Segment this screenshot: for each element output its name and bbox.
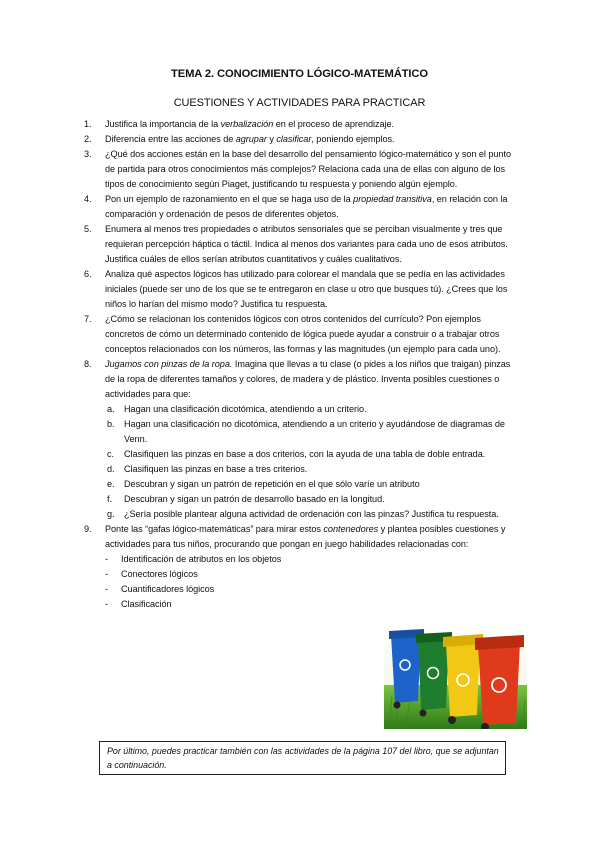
question-1 (82, 117, 519, 132)
subitem-a (82, 402, 519, 417)
question-text: , poniendo ejemplos. (311, 134, 395, 144)
page-subtitle: CUESTIONES Y ACTIVIDADES PARA PRACTICAR (173, 97, 426, 109)
question-text: en el proceso de aprendizaje. (273, 119, 394, 129)
closing-note-text: Por último, puedes practicar también con las actividades de la página 107 del libro, que se adjuntan a continuación. (107, 746, 499, 770)
question-text: y plantea posibles cuestiones y actividades para tus niños, procurando que pongan en juego habilidades relacionadas con: (105, 524, 506, 549)
question-text: Justifica la importancia de la (105, 119, 221, 129)
question-text: y (266, 134, 277, 144)
subitem-text: Clasifiquen las pinzas en base a tres criterios. (124, 464, 308, 474)
question-list (82, 117, 519, 612)
question-number: 9. (84, 524, 92, 534)
question-4 (82, 192, 519, 222)
question-number: 5. (84, 224, 92, 234)
subitem-g (82, 507, 519, 522)
question-text: Ponte las “gafas lógico-matemáticas” para mirar estos (105, 524, 324, 534)
subitem-text: ¿Sería posible plantear alguna actividad de ordenación con las pinzas? Justifica tu respuesta. (124, 509, 499, 519)
subitem-letter: d. (107, 464, 115, 474)
subitem-letter: g. (107, 509, 115, 519)
subitem-text: Clasifiquen las pinzas en base a dos criterios, con la ayuda de una tabla de doble entrada. (124, 449, 486, 459)
question-text: ¿Qué dos acciones están en la base del desarrollo del pensamiento lógico-matemático y son el punto de partida para otros conocimientos más complejos? Relaciona cada una de ellas con alguno de los tipos de conocimiento según Piaget, justificando tu respuesta y poniendo algún ejemplo. (105, 149, 511, 189)
subitem-b (82, 417, 519, 447)
question-text: Enumera al menos tres propiedades o atributos sensoriales que se perciban visualmente y tres que requieran percepción háptica o táctil. Indica al menos dos variantes para cada uno de esos atributos. Justifica cuáles de ellos serían atributos cuantitativos y cuáles cualitativos. (105, 224, 508, 264)
question-3 (82, 147, 519, 192)
question-emphasis: propiedad transitiva (353, 194, 432, 204)
question-7 (82, 312, 519, 357)
list-item (82, 582, 362, 597)
question-text: , en relación con la comparación y ordenación de pesos de diferentes objetos. (105, 194, 508, 219)
recycling-bins-image (384, 625, 527, 729)
subitem-text: Descubran y sigan un patrón de desarrollo basado en la longitud. (124, 494, 385, 504)
closing-note-box (99, 741, 506, 775)
subitem-c (82, 447, 519, 462)
list-item (82, 552, 362, 567)
subitem-letter: c. (107, 449, 114, 459)
question-number: 1. (84, 119, 92, 129)
question-emphasis: contenedores (323, 524, 379, 534)
subitem-f (82, 492, 519, 507)
question-9 (82, 522, 519, 552)
subitem-letter: f. (107, 494, 112, 504)
list-item-text: Conectores lógicos (121, 569, 198, 579)
question-text: Diferencia entre las acciones de (105, 134, 236, 144)
question-text: ¿Cómo se relacionan los contenidos lógicos con otros contenidos del currículo? Pon ejemplos concretos de cómo un determinado contenido de lógica puede ayudar a construir o a trabajar otros conceptos relacionados con los números, las formas y las magnitudes (un ejemplo para cada uno). (105, 314, 501, 354)
question-emphasis: Jugamos con pinzas de la ropa. (105, 359, 233, 369)
question-text: Analiza qué aspectos lógicos has utilizado para colorear el mandala que se pedía en las actividades iniciales (puede ser uno de los que se te entregaron en clase u otro que busques tú). ¿Crees que los niños lo harían del mismo modo? Justifica tu respuesta. (105, 269, 508, 309)
subitem-e (82, 477, 519, 492)
question-number: 6. (84, 269, 92, 279)
skills-list (82, 552, 362, 612)
subitem-letter: b. (107, 419, 115, 429)
question-8 (82, 357, 519, 402)
subitem-text: Hagan una clasificación dicotómica, atendiendo a un criterio. (124, 404, 367, 414)
bullet-dash: - (105, 554, 108, 564)
question-number: 2. (84, 134, 92, 144)
list-item-text: Clasificación (121, 599, 172, 609)
subitem-text: Hagan una clasificación no dicotómica, atendiendo a un criterio y ayudándose de diagramas de Venn. (124, 419, 505, 444)
question-emphasis: clasificar (276, 134, 312, 144)
question-number: 4. (84, 194, 92, 204)
question-text: Pon un ejemplo de razonamiento en el que se haga uso de la (105, 194, 354, 204)
list-item (82, 567, 362, 582)
list-item-text: Identificación de atributos en los objetos (121, 554, 282, 564)
bullet-dash: - (105, 569, 108, 579)
list-item-text: Cuantificadores lógicos (121, 584, 215, 594)
question-2 (82, 132, 519, 147)
question-emphasis: agrupar (235, 134, 267, 144)
question-number: 8. (84, 359, 92, 369)
question-number: 7. (84, 314, 92, 324)
subitem-letter: a. (107, 404, 115, 414)
subitem-text: Descubran y sigan un patrón de repetición en el que sólo varíe un atributo (124, 479, 420, 489)
question-number: 3. (84, 149, 92, 159)
recycling-bins-illustration (384, 625, 527, 729)
question-6 (82, 267, 519, 312)
page-title: TEMA 2. CONOCIMIENTO LÓGICO-MATEMÁTICO (170, 68, 429, 80)
question-emphasis: verbalización (220, 119, 274, 129)
bullet-dash: - (105, 584, 108, 594)
subitem-d (82, 462, 519, 477)
question-5 (82, 222, 519, 267)
question-text: Imagina que llevas a tu clase (o pides a los niños que traigan) pinzas de la ropa de diferentes tamaños y colores, de madera y de plástico. Inventa posibles cuestiones o actividades para que: (105, 359, 511, 399)
subitem-letter: e. (107, 479, 115, 489)
list-item (82, 597, 362, 612)
bullet-dash: - (105, 599, 108, 609)
